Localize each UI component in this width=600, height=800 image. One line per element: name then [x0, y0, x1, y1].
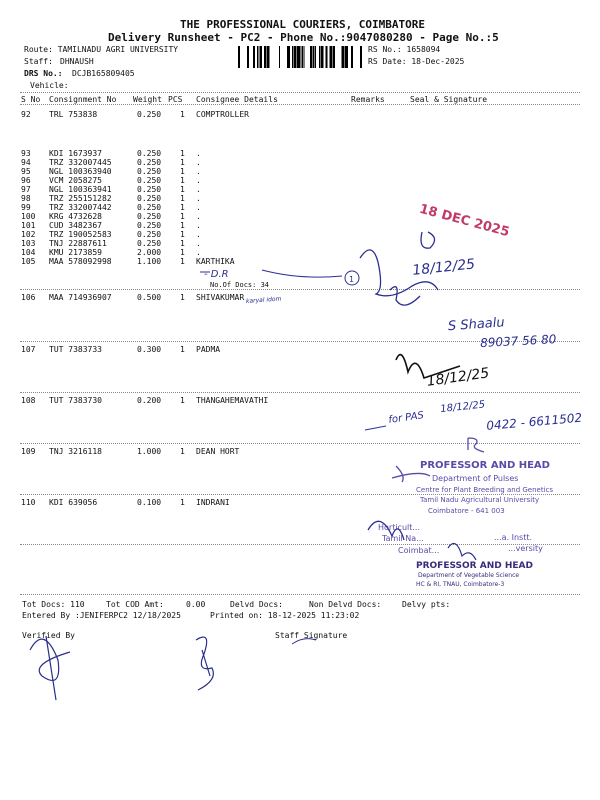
verified-by: Verified By	[22, 631, 75, 640]
cell-weight: 0.100	[137, 498, 162, 507]
cell-consignee: .	[196, 194, 201, 203]
cell-cno: TRL 753838	[49, 110, 98, 119]
svg-text:Tamil Nadu Agricultural Univer: Tamil Nadu Agricultural University	[420, 496, 540, 504]
tot-docs: Tot Docs: 110	[22, 600, 85, 609]
cell-cno: TNJ 3216118	[49, 447, 102, 456]
printed-on: Printed on: 18-12-2025 11:23:02	[210, 611, 360, 620]
rs-number: RS No.: 1658094	[368, 45, 441, 54]
cell-sno: 107	[21, 345, 36, 354]
cell-pcs: 1	[180, 248, 185, 257]
cell-consignee: .	[196, 176, 201, 185]
cell-consignee: COMPTROLLER	[196, 110, 249, 119]
col-pcs: PCS	[168, 95, 183, 104]
stamp-horticulture	[378, 523, 543, 555]
no-of-docs: No.Of Docs: 34	[210, 281, 270, 289]
cell-weight: 1.100	[137, 257, 162, 266]
svg-text:PROFESSOR AND HEAD: PROFESSOR AND HEAD	[420, 460, 550, 471]
cell-consignee: KARTHIKA	[196, 257, 235, 266]
svg-text:Tamil Na...: Tamil Na...	[382, 534, 424, 543]
svg-text:Horticult...: Horticult...	[378, 523, 421, 532]
cell-consignee: PADMA	[196, 345, 221, 354]
vehicle: Vehicle:	[30, 81, 69, 90]
non-delvd-docs: Non Delvd Docs:	[309, 600, 382, 609]
cell-sno: 109	[21, 447, 36, 456]
cell-consignee: .	[196, 221, 201, 230]
cell-sno: 106	[21, 293, 36, 302]
cell-consignee: .	[196, 239, 201, 248]
cell-pcs: 1	[180, 257, 185, 266]
svg-text:...versity: ...versity	[508, 544, 543, 553]
cell-cno: MAA 578092998	[49, 257, 112, 266]
cell-weight: 0.250	[137, 203, 162, 212]
cell-weight: 0.250	[137, 230, 162, 239]
cell-sno: 99	[21, 203, 31, 212]
cell-weight: 0.500	[137, 293, 162, 302]
cell-sno: 103	[21, 239, 36, 248]
cell-consignee: .	[196, 248, 201, 257]
col-consignment: Consignment No	[49, 95, 117, 104]
cell-sno: 96	[21, 176, 31, 185]
svg-text:PROFESSOR AND HEAD: PROFESSOR AND HEAD	[416, 561, 533, 571]
entered-by: Entered By :JENIFERPC2 12/18/2025	[22, 611, 181, 620]
svg-text:Department of Pulses: Department of Pulses	[432, 474, 519, 483]
cell-pcs: 1	[180, 110, 185, 119]
cell-cno: NGL 100363940	[49, 167, 112, 176]
cell-weight: 0.250	[137, 194, 162, 203]
cell-consignee: DEAN HORT	[196, 447, 240, 456]
cell-weight: 0.300	[137, 345, 162, 354]
cell-sno: 92	[21, 110, 31, 119]
cell-sno: 93	[21, 149, 31, 158]
drs-number: DCJB165809405	[72, 69, 135, 78]
for-note: for PAS	[387, 410, 425, 426]
cell-pcs: 1	[180, 203, 185, 212]
rs-date: RS Date: 18-Dec-2025	[368, 57, 465, 66]
cell-pcs: 1	[180, 176, 185, 185]
cell-weight: 1.000	[137, 447, 162, 456]
svg-text:Coimbatore - 641 003: Coimbatore - 641 003	[428, 507, 505, 515]
cell-sno: 108	[21, 396, 36, 405]
cell-consignee: .	[196, 185, 201, 194]
cell-cno: TNJ 22887611	[49, 239, 107, 248]
svg-text:1: 1	[349, 275, 355, 284]
cell-cno: CUD 3482367	[49, 221, 102, 230]
date-handwritten-2: 18/12/25	[425, 365, 491, 390]
route: Route: TAMILNADU AGRI UNIVERSITY	[24, 45, 179, 54]
stamp-professor-pulses	[416, 438, 553, 515]
cell-cno: KDI 1673937	[49, 149, 102, 158]
tot-cod-value: 0.00	[186, 600, 206, 609]
cell-pcs: 1	[180, 149, 185, 158]
cell-cno: TRZ 255151282	[49, 194, 112, 203]
cell-consignee: THANGAHEMAVATHI	[196, 396, 269, 405]
cell-cno: KRG 4732628	[49, 212, 102, 221]
cell-weight: 0.200	[137, 396, 162, 405]
cell-sno: 104	[21, 248, 36, 257]
cell-cno: TRZ 332007445	[49, 158, 112, 167]
cell-sno: 100	[21, 212, 36, 221]
cell-sno: 94	[21, 158, 31, 167]
date-handwritten-1: 18/12/25	[411, 256, 476, 279]
cell-sno: 102	[21, 230, 36, 239]
cell-sno: 95	[21, 167, 31, 176]
cell-weight: 0.250	[137, 239, 162, 248]
cell-weight: 0.250	[137, 167, 162, 176]
cell-pcs: 1	[180, 345, 185, 354]
cell-consignee: .	[196, 203, 201, 212]
cell-pcs: 1	[180, 194, 185, 203]
svg-text:Centre for Plant Breeding and: Centre for Plant Breeding and Genetics	[416, 486, 554, 494]
cell-sno: 97	[21, 185, 31, 194]
cell-sno: 110	[21, 498, 36, 507]
cell-cno: TUT 7383730	[49, 396, 102, 405]
cell-pcs: 1	[180, 212, 185, 221]
cell-sno: 105	[21, 257, 36, 266]
cell-weight: 0.250	[137, 149, 162, 158]
stamp-vegetable-science	[416, 561, 533, 588]
cell-consignee: .	[196, 212, 201, 221]
cell-cno: VCM 2058275	[49, 176, 102, 185]
cell-pcs: 1	[180, 158, 185, 167]
cell-cno: MAA 714936907	[49, 293, 112, 302]
cell-pcs: 1	[180, 167, 185, 176]
col-sno: S No	[21, 95, 41, 104]
date-stamp: 18 DEC 2025	[417, 201, 511, 241]
tot-cod-label: Tot COD Amt:	[106, 600, 164, 609]
cell-pcs: 1	[180, 396, 185, 405]
col-consignee: Consignee Details	[196, 95, 278, 104]
drs-label: DRS No.:	[24, 69, 63, 78]
cell-cno: NGL 100363941	[49, 185, 112, 194]
cell-consignee: .	[196, 158, 201, 167]
cell-weight: 0.250	[137, 212, 162, 221]
svg-text:Department of Vegetable Scienc: Department of Vegetable Science	[418, 572, 520, 579]
cell-pcs: 1	[180, 221, 185, 230]
cell-weight: 2.000	[137, 248, 162, 257]
cell-pcs: 1	[180, 185, 185, 194]
cell-sno: 101	[21, 221, 36, 230]
phone-2: 0422 - 6611502	[485, 410, 583, 433]
dr-note: - D.R	[204, 269, 229, 280]
cell-cno: KDI 639056	[49, 498, 98, 507]
row105-note: karyal idom	[245, 295, 282, 305]
svg-text:Coimbat...: Coimbat...	[398, 546, 440, 555]
cell-cno: KMU 2173859	[49, 248, 102, 257]
col-weight: Weight	[133, 95, 162, 104]
cell-cno: TRZ 332007442	[49, 203, 112, 212]
date-handwritten-3: 18/12/25	[439, 399, 486, 416]
cell-cno: TUT 7383733	[49, 345, 102, 354]
cell-weight: 0.250	[137, 221, 162, 230]
delvy-pts: Delvy pts:	[402, 600, 451, 609]
delvd-docs: Delvd Docs:	[230, 600, 283, 609]
col-remarks: Remarks	[351, 95, 385, 104]
runsheet-title: Delivery Runsheet - PC2 - Phone No.:9047080280 - Page No.:5	[108, 31, 499, 44]
shaalu-name: S Shaalu	[447, 315, 506, 335]
cell-sno: 98	[21, 194, 31, 203]
company-name: THE PROFESSIONAL COURIERS, COIMBATORE	[180, 18, 426, 31]
staff-name: DHNAUSH	[60, 57, 94, 66]
cell-weight: 0.250	[137, 176, 162, 185]
staff-label: Staff:	[24, 57, 53, 66]
cell-weight: 0.250	[137, 185, 162, 194]
cell-pcs: 1	[180, 230, 185, 239]
barcode	[238, 46, 365, 68]
cell-cno: TRZ 190052583	[49, 230, 112, 239]
cell-consignee: .	[196, 230, 201, 239]
cell-pcs: 1	[180, 498, 185, 507]
cell-pcs: 1	[180, 447, 185, 456]
svg-text:HC & RI, TNAU, Coimbatore-3: HC & RI, TNAU, Coimbatore-3	[416, 581, 505, 588]
phone-1: 89037 56 80	[479, 332, 557, 351]
cell-consignee: .	[196, 149, 201, 158]
cell-weight: 0.250	[137, 158, 162, 167]
col-seal: Seal & Signature	[410, 95, 488, 104]
staff-signature-label: Staff Signature	[275, 631, 348, 640]
cell-pcs: 1	[180, 239, 185, 248]
cell-weight: 0.250	[137, 110, 162, 119]
cell-pcs: 1	[180, 293, 185, 302]
cell-consignee: SHIVAKUMAR	[196, 293, 245, 302]
svg-text:...a. Instt.: ...a. Instt.	[494, 533, 533, 542]
cell-consignee: .	[196, 167, 201, 176]
cell-consignee: INDRANI	[196, 498, 230, 507]
